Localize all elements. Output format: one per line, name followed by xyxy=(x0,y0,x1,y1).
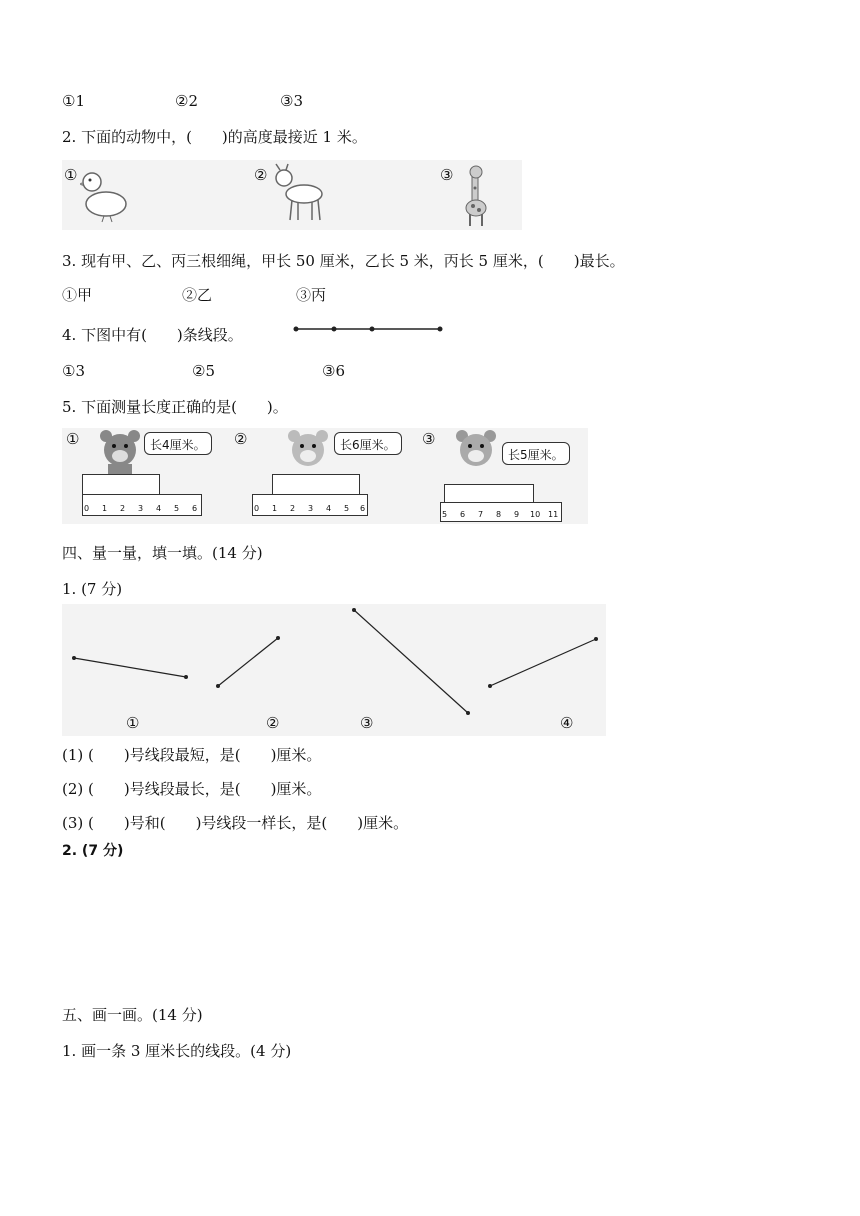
fill-3: (3) ( )号和( )号线段一样长，是( )厘米。 xyxy=(62,814,409,832)
shapes-drawing xyxy=(62,838,592,996)
segment-label-2: ② xyxy=(266,714,280,732)
ruler-tick: 1 xyxy=(102,504,108,513)
q4-option-3: ③6 xyxy=(322,362,345,380)
section5-p1: 1. 画一条 3 厘米长的线段。(4 分) xyxy=(62,1042,292,1060)
ruler-tick: 3 xyxy=(138,504,144,513)
ruler-tick: 2 xyxy=(290,504,296,513)
q3-text: 3. 现有甲、乙、丙三根细绳，甲长 50 厘米，乙长 5 米，丙长 5 厘米，( )最长。 xyxy=(62,252,625,270)
q4-segment-figure xyxy=(288,320,448,340)
q5-bubble-2: 长6厘米。 xyxy=(340,438,396,452)
ruler-tick: 3 xyxy=(308,504,314,513)
section4-p1: 1. (7 分) xyxy=(62,580,123,598)
segments-drawing xyxy=(62,604,606,736)
shapes-figure xyxy=(62,838,592,996)
segment-label-4: ④ xyxy=(560,714,574,732)
ruler-tick: 0 xyxy=(84,504,90,513)
q2-mark-1: ① xyxy=(64,166,78,184)
ruler-tick: 6 xyxy=(460,510,466,519)
q2-mark-3: ③ xyxy=(440,166,454,184)
para-top-label: ( )厘米 xyxy=(460,848,523,863)
q2-figure xyxy=(62,160,522,230)
ruler-tick: 6 xyxy=(192,504,198,513)
ruler-tick: 4 xyxy=(156,504,162,513)
bear-icon xyxy=(454,428,498,474)
q5-text: 5. 下面测量长度正确的是( )。 xyxy=(62,398,288,416)
q1-option-2: ②2 xyxy=(175,92,198,110)
q5-bubble-3: 长5厘米。 xyxy=(508,448,564,462)
q5-mark-3: ③ xyxy=(422,430,436,448)
ruler-tick: 4 xyxy=(326,504,332,513)
q2-text: 2. 下面的动物中，( )的高度最接近 1 米。 xyxy=(62,128,367,146)
ruler-tick: 8 xyxy=(496,510,502,519)
ruler-tick: 11 xyxy=(548,510,559,519)
q4-option-1: ①3 xyxy=(62,362,85,380)
bear-icon xyxy=(98,428,142,474)
ruler-tick: 1 xyxy=(272,504,278,513)
ruler-tick: 2 xyxy=(120,504,126,513)
triangle-bottom-label: ( )厘米 xyxy=(162,962,225,977)
ruler-tick: 0 xyxy=(254,504,260,513)
q3-option-1: ①甲 xyxy=(62,286,93,304)
section5-title: 五、画一画。(14 分) xyxy=(62,1006,203,1024)
duck-icon xyxy=(80,164,130,224)
ruler-tick: 5 xyxy=(174,504,180,513)
ruler-tick: 7 xyxy=(478,510,484,519)
giraffe-icon xyxy=(458,164,498,228)
q3-option-3: ③丙 xyxy=(296,286,327,304)
q1-option-1: ①1 xyxy=(62,92,85,110)
q1-option-3: ③3 xyxy=(280,92,303,110)
q2-mark-2: ② xyxy=(254,166,268,184)
q5-block-2 xyxy=(272,474,360,496)
ruler-tick: 6 xyxy=(360,504,366,513)
q5-block-3 xyxy=(444,484,534,504)
q5-bubble-1: 长4厘米。 xyxy=(150,438,206,452)
bear-icon xyxy=(286,428,330,474)
triangle-hyp-label: ( )厘米 xyxy=(164,872,224,922)
fill-2: (2) ( )号线段最长，是( )厘米。 xyxy=(62,780,322,798)
segments-figure xyxy=(62,604,606,736)
q4-option-2: ②5 xyxy=(192,362,215,380)
ruler-tick: 5 xyxy=(442,510,448,519)
goat-icon xyxy=(270,162,330,226)
q4-text: 4. 下图中有( )条线段。 xyxy=(62,326,243,344)
ruler-tick: 5 xyxy=(344,504,350,513)
q3-option-2: ②乙 xyxy=(182,286,213,304)
q5-block-1 xyxy=(82,474,160,496)
ruler-tick: 10 xyxy=(530,510,541,519)
para-right-label: ( )厘米 xyxy=(553,881,585,945)
segment-label-3: ③ xyxy=(360,714,374,732)
para-bottom-label: ( )厘米 xyxy=(428,976,491,991)
section4-p2: 2. (7 分) xyxy=(62,843,124,859)
section4-title: 四、量一量，填一填。(14 分) xyxy=(62,544,263,562)
para-left-label: ( )厘米 xyxy=(379,882,411,946)
triangle-right-label: ( )厘米 xyxy=(291,876,307,939)
fill-1: (1) ( )号线段最短，是( )厘米。 xyxy=(62,746,322,764)
q5-figure xyxy=(62,428,588,524)
q5-mark-1: ① xyxy=(66,430,80,448)
ruler-tick: 9 xyxy=(514,510,520,519)
q5-mark-2: ② xyxy=(234,430,248,448)
segment-label-1: ① xyxy=(126,714,140,732)
